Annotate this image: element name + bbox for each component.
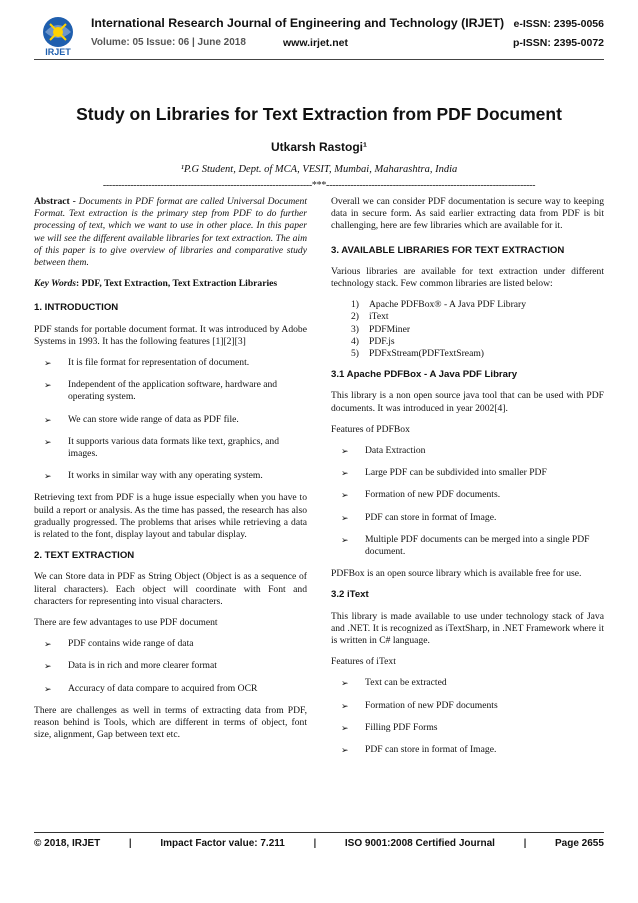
list-item: ➢ Filling PDF Forms — [331, 722, 604, 734]
available-libraries-paragraph: Various libraries are available for text extraction under different technology stack. Few common libraries are listed below: — [331, 265, 604, 290]
list-item: ➢ Formation of new PDF documents — [331, 700, 604, 712]
list-item: 2) iText — [351, 311, 389, 323]
keywords — [34, 278, 307, 290]
heading-pdfbox: 3.1 Apache PDFBox - A Java PDF Library — [331, 369, 518, 381]
intro-paragraph: PDF stands for portable document format. It was introduced by Adobe Systems in 1993. It has the following features [1][2][3] — [34, 323, 307, 347]
retrieving-paragraph: Retrieving text from PDF is a huge issue especially when you have to build a report or analysis. As the time has passed, the research has also gradually progressed. The problems that arises while retrieving a data is related to the font, display layout and tabular display. — [34, 492, 307, 541]
footer-separator: | — [523, 838, 527, 849]
heading-available-libraries: 3. AVAILABLE LIBRARIES FOR TEXT EXTRACTION — [331, 244, 565, 256]
arrow-bullet-icon: ➢ — [341, 490, 349, 501]
list-item: ➢ Multiple PDF documents can be merged into a single PDF document. — [331, 534, 604, 558]
arrow-bullet-icon: ➢ — [341, 745, 349, 756]
heading-itext: 3.2 iText — [331, 589, 369, 601]
list-item: ➢ Data is in rich and more clearer format — [34, 660, 307, 672]
list-item: ➢ PDF contains wide range of data — [34, 638, 307, 650]
arrow-bullet-icon: ➢ — [44, 471, 52, 482]
list-item: ➢ We can store wide range of data as PDF file. — [34, 414, 307, 426]
keywords-label: Key Words — [34, 278, 77, 290]
footer-separator: | — [313, 838, 317, 849]
arrow-bullet-icon: ➢ — [341, 468, 349, 479]
footer-iso-certification: ISO 9001:2008 Certified Journal — [344, 838, 495, 849]
e-issn: e-ISSN: 2395-0056 — [513, 18, 604, 30]
heading-text-extraction: 2. TEXT EXTRACTION — [34, 550, 135, 562]
arrow-bullet-icon: ➢ — [44, 380, 52, 391]
overall-paragraph: Overall we can consider PDF documentation is secure way to keeping data in secure form. As said earlier extracting data from PDF is bit challenging, here are few libraries which are available for it. — [331, 196, 604, 232]
itext-paragraph: This library is made available to use under technology stack of Java and .NET. It is recognized as iTextSharp, in .NET Framework where it is written in C# language. — [331, 610, 604, 647]
list-item: ➢ Text can be extracted — [331, 677, 604, 689]
heading-introduction: 1. INTRODUCTION — [34, 302, 119, 314]
footer-separator: | — [128, 838, 132, 849]
arrow-bullet-icon: ➢ — [44, 358, 52, 369]
list-item: ➢ Large PDF can be subdivided into smaller PDF — [331, 467, 604, 479]
list-item: ➢ Formation of new PDF documents. — [331, 489, 604, 501]
section-separator: ---------------------------------------------------------------------***--------------------------------------------------------------------- — [102, 180, 536, 191]
paper-title: Study on Libraries for Text Extraction from PDF Document — [76, 104, 562, 124]
arrow-bullet-icon: ➢ — [44, 661, 52, 672]
list-item: ➢ PDF can store in format of Image. — [331, 512, 604, 524]
abstract-label: Abstract - — [34, 196, 76, 207]
footer-copyright: © 2018, IRJET — [34, 838, 101, 849]
journal-name: International Research Journal of Engineering and Technology (IRJET) — [91, 16, 505, 30]
pdfbox-paragraph: This library is a non open source java tool that can be used with PDF documents. It was introduced in year 2002[4]. — [331, 390, 604, 414]
itext-features-label: Features of iText — [331, 656, 396, 668]
author-name: Utkarsh Rastogi¹ — [270, 140, 368, 154]
left-column — [34, 196, 307, 751]
footer-divider — [34, 832, 604, 833]
library-numbered-list — [331, 299, 604, 360]
arrow-bullet-icon: ➢ — [44, 683, 52, 694]
pdfbox-bullet-list — [331, 445, 604, 558]
arrow-bullet-icon: ➢ — [341, 534, 349, 545]
arrow-bullet-icon: ➢ — [341, 700, 349, 711]
arrow-bullet-icon: ➢ — [44, 414, 52, 425]
footer-impact-factor: Impact Factor value: 7.211 — [160, 838, 285, 849]
journal-logo-text: IRJET — [45, 47, 71, 57]
intro-bullet-list — [34, 357, 307, 482]
right-column — [331, 196, 604, 756]
list-item: 5) PDFxStream(PDFTextSream) — [351, 348, 484, 360]
header-divider — [34, 59, 604, 60]
journal-website[interactable]: www.irjet.net — [283, 37, 348, 49]
keywords-text: : PDF, Text Extraction, Text Extraction Libraries — [76, 278, 278, 290]
list-item: ➢ It works in similar way with any operating system. — [34, 470, 307, 482]
list-item: ➢ It is file format for representation of document. — [34, 357, 307, 369]
abstract-text: Documents in PDF format are called Universal Document Format. Text extraction is the primary step from PDF to do further processing of text, which we want to use in other place. In this paper we will see the different available libraries for text extraction. The aim of this paper is to give overview of libraries and comparative study between them. — [34, 196, 307, 269]
volume-issue: Volume: 05 Issue: 06 | June 2018 — [91, 37, 246, 48]
pdfbox-features-label: Features of PDFBox — [331, 423, 410, 435]
challenges-paragraph: There are challenges as well in terms of extracting data from PDF, reason behind is Tools, which are different in terms of object, font size, alignment, Gap between text etc. — [34, 704, 307, 741]
list-item: ➢ Data Extraction — [331, 445, 604, 457]
list-item: 4) PDF.js — [351, 335, 395, 347]
p-issn: p-ISSN: 2395-0072 — [512, 37, 604, 49]
list-item: ➢ Accuracy of data compare to acquired from OCR — [34, 683, 307, 695]
advantages-bullet-list — [34, 638, 307, 695]
arrow-bullet-icon: ➢ — [44, 639, 52, 650]
journal-logo — [34, 14, 82, 60]
list-item: ➢ Independent of the application software, hardware and operating system. — [34, 379, 307, 403]
list-item: ➢ PDF can store in format of Image. — [331, 744, 604, 756]
page-footer — [34, 838, 604, 849]
arrow-bullet-icon: ➢ — [341, 722, 349, 733]
list-item: 3) PDFMiner — [351, 323, 411, 335]
itext-bullet-list — [331, 677, 604, 756]
list-item: 1) Apache PDFBox® - A Java PDF Library — [351, 299, 527, 311]
arrow-bullet-icon: ➢ — [341, 678, 349, 689]
author-affiliation: ¹P.G Student, Dept. of MCA, VESIT, Mumbai, Maharashtra, India — [180, 164, 458, 175]
advantages-paragraph: There are few advantages to use PDF document — [34, 617, 218, 629]
footer-page-number: Page 2655 — [554, 838, 604, 849]
arrow-bullet-icon: ➢ — [341, 512, 349, 523]
list-item: ➢ It supports various data formats like text, graphics, and images. — [34, 436, 307, 460]
arrow-bullet-icon: ➢ — [44, 436, 52, 447]
pdfbox-open-source-paragraph: PDFBox is an open source library which is available free for use. — [331, 568, 582, 580]
arrow-bullet-icon: ➢ — [341, 446, 349, 457]
abstract — [34, 196, 307, 269]
text-extraction-paragraph: We can Store data in PDF as String Object (Object is as a sequence of literal characters). Each object will coordinate with Font and characters for representing into visual characters. — [34, 571, 307, 607]
